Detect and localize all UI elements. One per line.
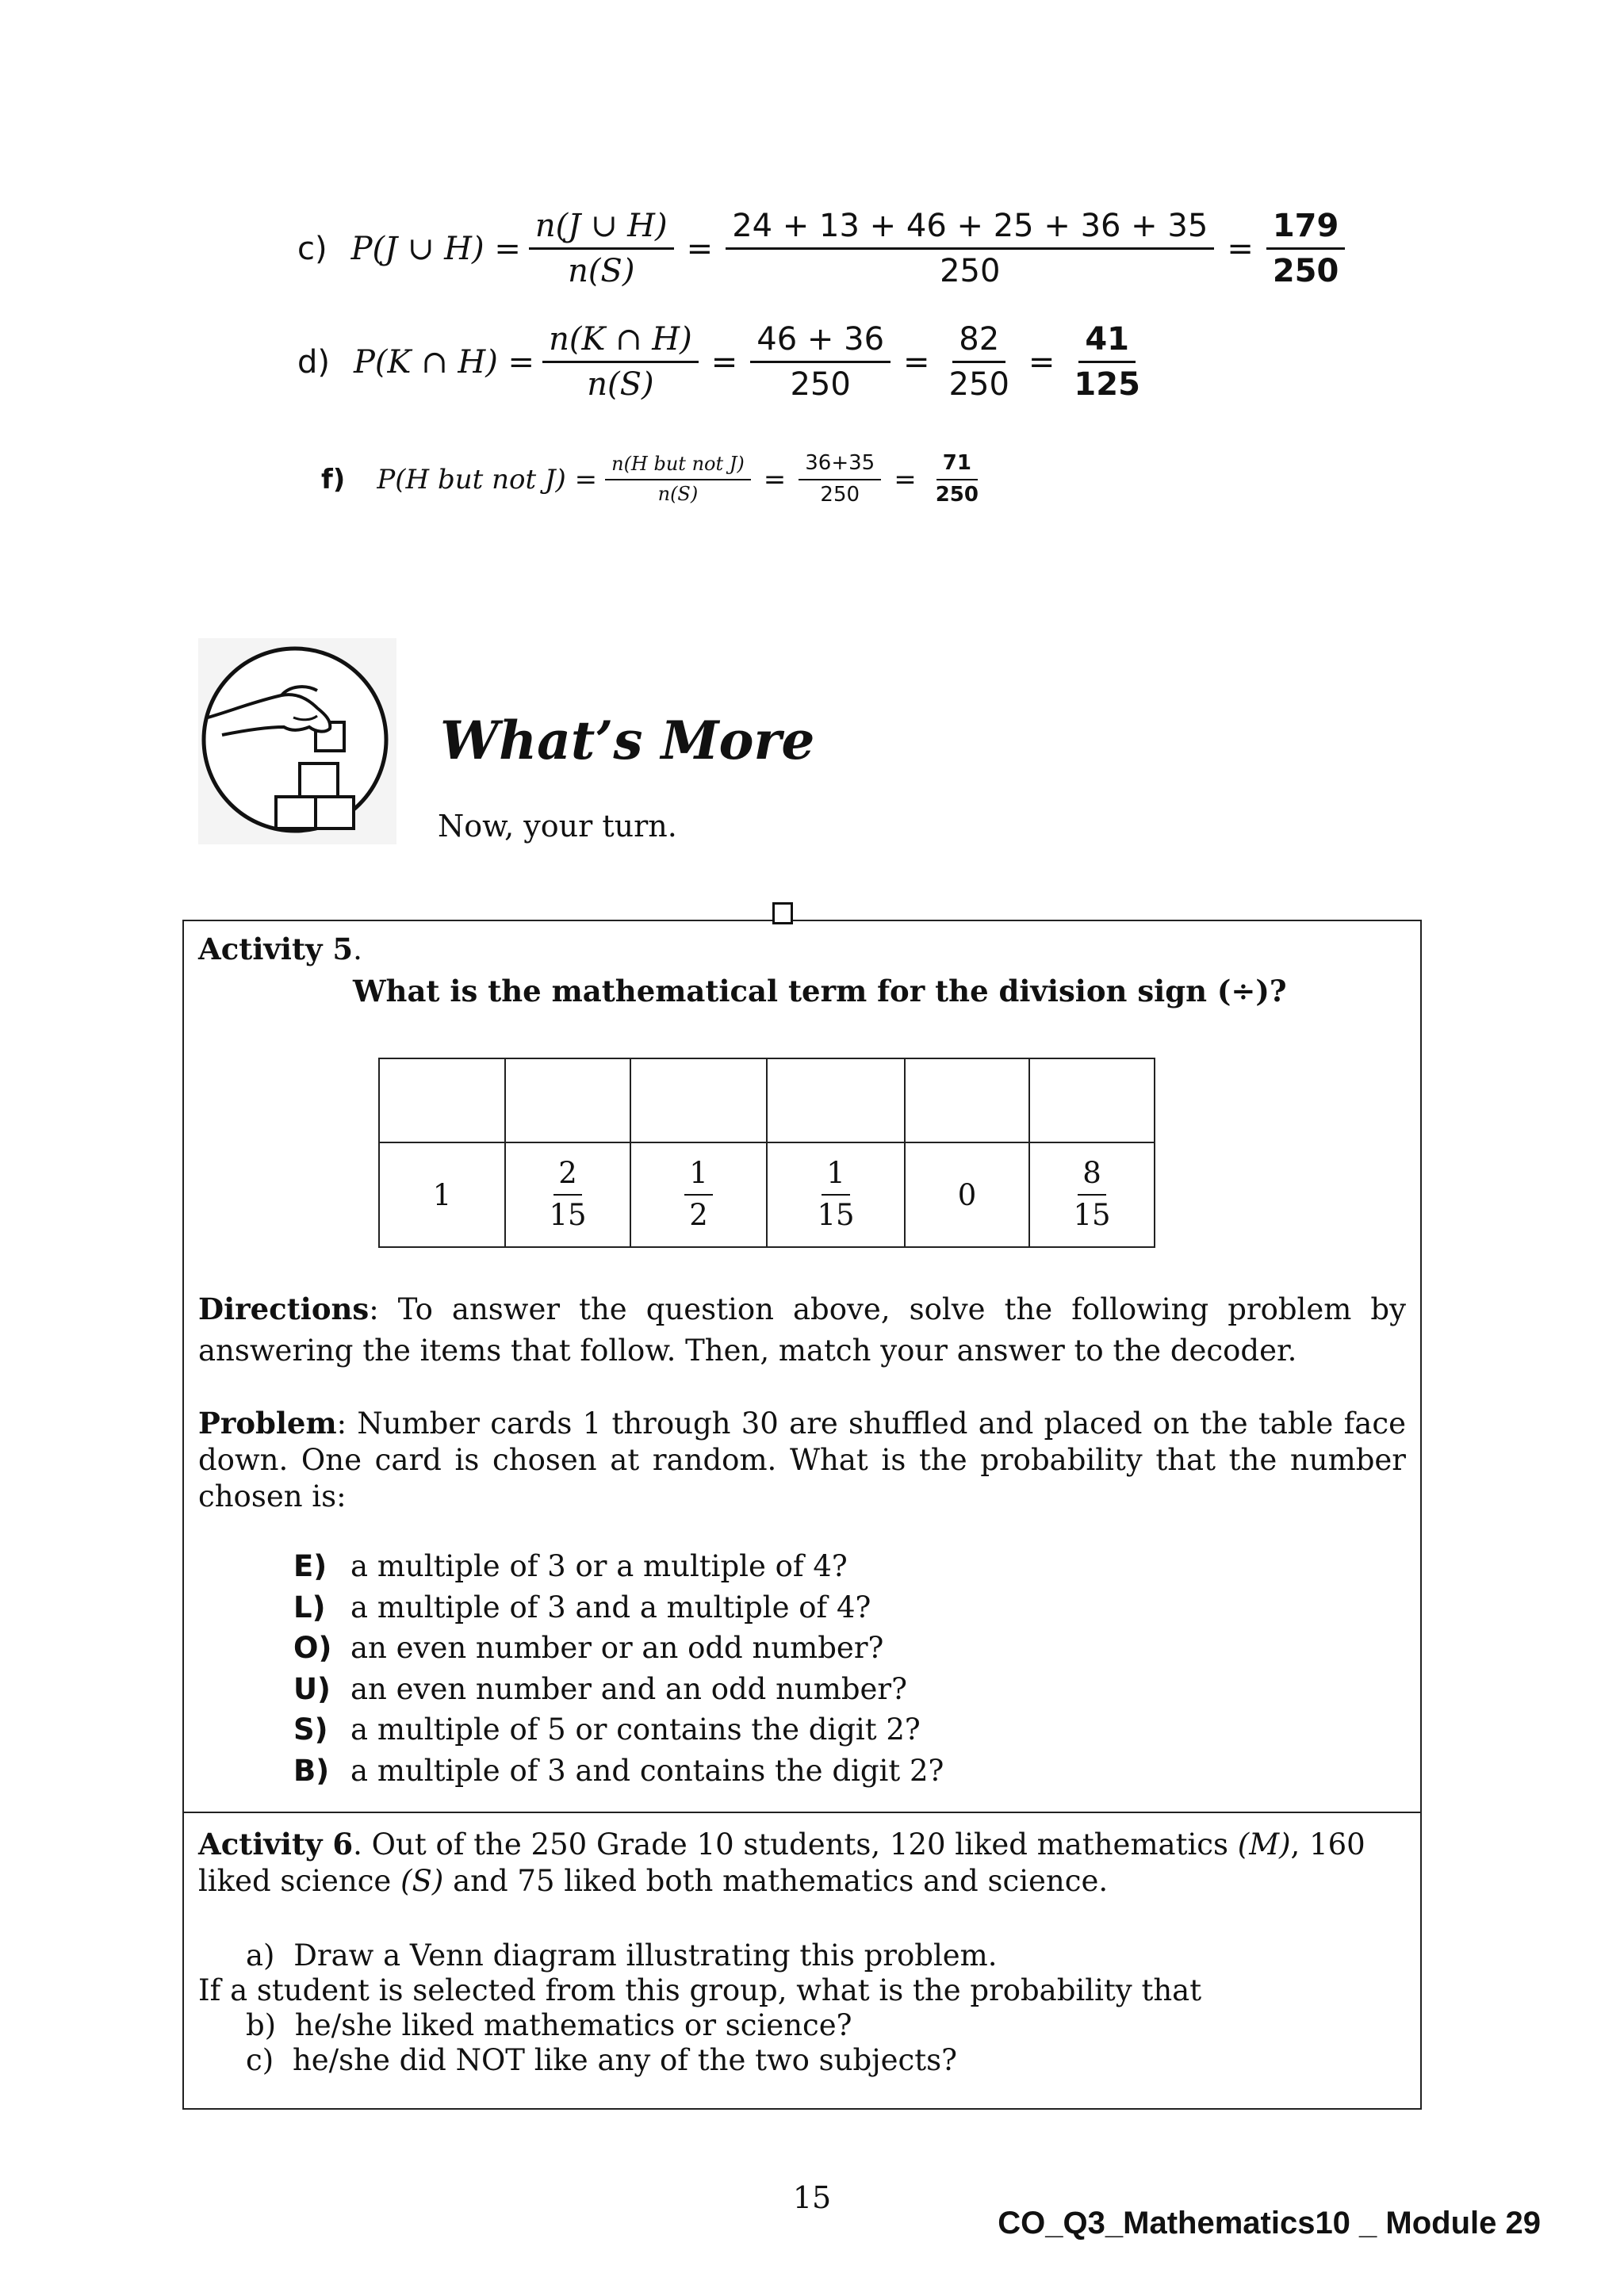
activity-label: Activity 5 [198,932,354,966]
fraction [542,321,699,403]
activity6-text: , 160 [1290,1827,1365,1862]
hand-stacking-blocks-icon [198,638,396,844]
denominator: n(S) [568,253,635,289]
module-footer: CO_Q3_Mathematics10 _ Module 29 [998,2206,1541,2241]
activity6-intro-line-2 [198,1863,1406,1900]
decoder-blank-cell[interactable] [379,1058,505,1142]
item-text: he/she liked mathematics or science? [294,2008,852,2042]
problem-label: Problem [198,1406,337,1441]
decoder-value-cell [905,1142,1029,1247]
equals-sign: = [1028,343,1055,381]
numerator: n(J ∪ H) [529,208,674,250]
activity6-text: liked science [198,1864,401,1898]
denominator: 2 [689,1198,708,1232]
numerator: 1 [684,1157,713,1196]
decoder-answer-row [379,1058,1155,1142]
item-text: a multiple of 5 or contains the digit 2? [350,1712,921,1747]
denominator: 250 [820,482,860,507]
item-letter: a) [246,1938,275,1973]
item-letter: S) [293,1712,328,1747]
activity-label: Activity 6 [198,1827,354,1862]
numerator: 1 [822,1157,850,1196]
item-letter: b) [246,2008,277,2042]
fraction [726,208,1214,289]
decoder-blank-cell[interactable] [505,1058,630,1142]
equals-sign: = [903,343,930,381]
numerator: 2 [553,1157,582,1196]
item-letter: O) [293,1631,332,1665]
solution-c [297,208,1353,289]
decoder-blank-cell[interactable] [630,1058,767,1142]
decoder-fraction [683,1157,714,1232]
denominator: 125 [1074,366,1140,403]
item-text: a multiple of 3 or a multiple of 4? [350,1549,848,1583]
denominator: n(S) [587,366,654,403]
denominator: 250 [790,366,851,403]
item-text: an even number and an odd number? [350,1671,907,1706]
list-item [293,1751,944,1792]
denominator: n(S) [657,482,699,505]
decoder-value-cell [767,1142,905,1247]
activity6-item-b [246,2008,852,2043]
solution-label: f) [321,463,346,496]
decoder-blank-cell[interactable] [905,1058,1029,1142]
decoder-fraction [542,1157,592,1232]
problem-text: : Number cards 1 through 30 are shuffled and placed on the table face down. One card is chosen at random. What is the probability that the number chosen is: [198,1406,1406,1513]
fraction [799,452,881,507]
denominator: 250 [948,366,1009,403]
denominator: 15 [1073,1198,1111,1232]
decoder-value-cell [630,1142,767,1247]
activity-divider [182,1812,1422,1813]
answer-fraction [1266,208,1346,289]
activity5-heading [198,929,362,970]
list-item [293,1546,944,1587]
activity6-intro [198,1826,1406,1900]
item-letter: L) [293,1590,326,1624]
list-item [293,1709,944,1751]
denominator: 250 [1272,253,1339,289]
directions-label: Directions [198,1292,370,1326]
decoder-blank-cell[interactable] [1029,1058,1155,1142]
item-text: he/she did NOT like any of the two subjects? [292,2043,957,2077]
section-subtitle: Now, your turn. [438,809,677,844]
directions-paragraph [198,1288,1406,1372]
solution-label: c) [297,230,327,267]
problem-paragraph [198,1405,1406,1515]
equals-sign: = [710,343,738,381]
numerator: 24 + 13 + 46 + 25 + 36 + 35 [726,208,1214,250]
decoder-value-cell [1029,1142,1155,1247]
probability-expression: P(H but not J) = [377,463,598,496]
numerator: n(K ∩ H) [542,321,699,363]
item-letter: B) [293,1753,330,1788]
numerator: 82 [952,321,1005,363]
activity6-text: and 75 liked both mathematics and science. [443,1864,1109,1898]
denominator: 15 [549,1198,587,1232]
decoder-blank-cell[interactable] [767,1058,905,1142]
set-label-s: (S) [400,1864,444,1898]
decoder-fraction [810,1157,860,1232]
decoder-value: 1 [432,1177,452,1212]
directions-text: : To answer the question above, solve the following problem by answering the items that follow. Then, match your answer to the decoder. [198,1292,1406,1368]
item-letter: c) [246,2043,274,2077]
activity6-item-a [246,1938,998,1973]
denominator: 250 [940,253,1001,289]
fraction [750,321,891,403]
probability-expression: P(J ∪ H) = [350,230,521,267]
decoder-table [378,1058,1155,1248]
numerator: 179 [1266,208,1346,250]
item-text: a multiple of 3 and a multiple of 4? [350,1590,871,1624]
probability-expression: P(K ∩ H) = [354,343,535,381]
decoder-value: 0 [957,1177,977,1212]
activity6-text: . Out of the 250 Grade 10 students, 120 liked mathematics [353,1827,1238,1862]
equals-sign: = [686,230,714,267]
numerator: 8 [1078,1157,1106,1196]
fraction [605,453,751,505]
denominator: 15 [817,1198,855,1232]
item-letter: E) [293,1549,327,1583]
list-item [293,1587,944,1628]
decoder-value-row [379,1142,1155,1247]
solution-d [297,321,1155,403]
page-number: 15 [792,2180,832,2215]
item-text: Draw a Venn diagram illustrating this problem. [293,1938,998,1973]
answer-fraction [1067,321,1147,403]
activity6-intro-line-1 [198,1826,1406,1863]
list-item [293,1628,944,1669]
numerator: n(H but not J) [605,453,751,480]
decoder-value-cell [379,1142,505,1247]
numerator: 36+35 [799,452,881,480]
denominator: 250 [935,482,979,507]
activity6-item-c [246,2043,957,2078]
equals-sign: = [1227,230,1254,267]
fraction [529,208,674,289]
problem-items [293,1546,944,1791]
equals-sign: = [894,463,917,496]
answer-fraction [929,452,985,507]
decoder-fraction [1067,1157,1116,1232]
solution-f [321,452,993,507]
section-title: What’s More [440,710,815,771]
set-label-m: (M) [1237,1827,1291,1862]
decoder-value-cell [505,1142,630,1247]
solution-label: d) [297,343,330,381]
numerator: 71 [936,452,978,480]
item-text: an even number or an odd number? [350,1631,884,1665]
equals-sign: = [763,463,787,496]
square-marker-icon [772,902,793,924]
numerator: 46 + 36 [750,321,891,363]
activity6-lead: If a student is selected from this group, what is the probability that [198,1973,1202,2007]
item-letter: U) [293,1671,331,1706]
numerator: 41 [1078,321,1136,363]
fraction [943,321,1016,403]
activity5-question: What is the mathematical term for the division sign (÷)? [353,974,1287,1008]
list-item [293,1669,944,1710]
item-text: a multiple of 3 and contains the digit 2? [350,1753,944,1788]
activity-label-suffix: . [353,932,362,966]
